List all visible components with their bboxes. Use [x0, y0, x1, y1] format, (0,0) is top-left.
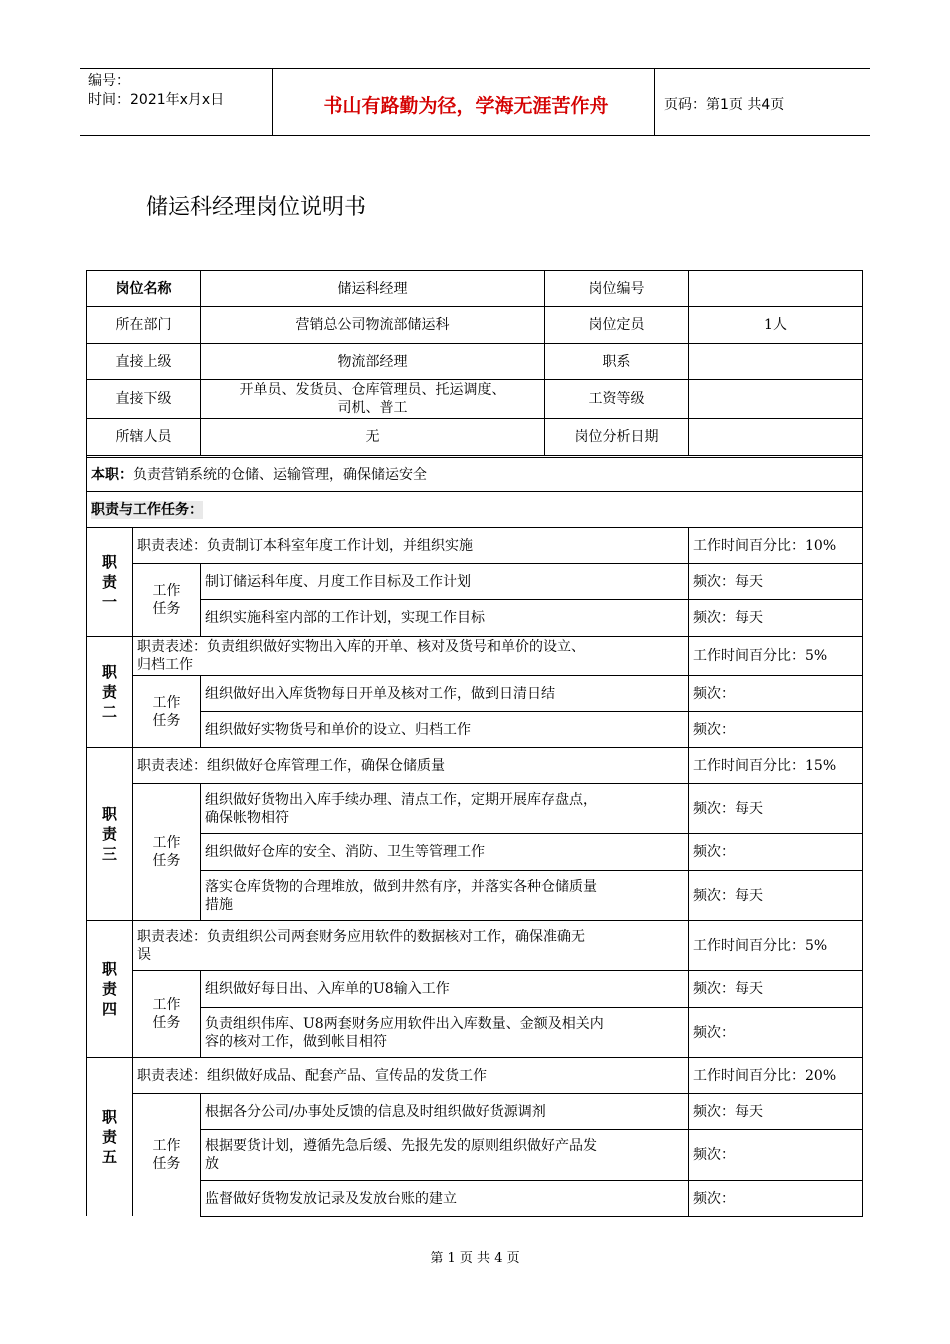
field-value-analysis: [689, 419, 862, 455]
duty-4-task-label-line: 任务: [152, 1015, 181, 1031]
duty-2-description-line: 归档工作: [137, 657, 193, 673]
page-footer: 第 1 页 共 4 页: [430, 1251, 520, 1266]
duty-5-task-label: [133, 1094, 200, 1216]
duty-4-task-2-frequency: 频次：: [693, 1024, 735, 1041]
field-value-name: 储运科经理: [337, 280, 408, 297]
duty-4-task-1: 组织做好每日出、入库单的U8输入工作: [205, 981, 450, 997]
field-label-grade: 工资等级: [588, 391, 645, 407]
duty-5-time-percent: 工作时间百分比：20%: [693, 1067, 837, 1084]
field-value-subordinate-line: 司机、普工: [337, 400, 408, 416]
duty-2-task-label-line: 工作: [152, 694, 181, 711]
field-label-superior: 直接上级: [115, 353, 172, 370]
duty-4-description-line: 误: [137, 946, 151, 963]
duty-1-task-label-line: 工作: [152, 583, 181, 599]
duty-5-task-1-frequency: 频次：每天: [693, 1103, 763, 1120]
duty-5-task-3-frequency: 频次：: [693, 1190, 735, 1207]
duty-5-task-1: 根据各分公司/办事处反馈的信息及时组织做好货源调剂: [205, 1103, 546, 1120]
duties-header: [87, 492, 862, 527]
duty-5-name: [87, 1058, 132, 1216]
duty-1-task-1: 制订储运科年度、月度工作目标及工作计划: [205, 573, 471, 590]
duty-3-task-1: [201, 784, 688, 833]
duty-5-name-line: 责: [101, 1128, 117, 1146]
field-value-staff: 1人: [764, 317, 787, 333]
field-label-name: 岗位名称: [115, 280, 172, 297]
duty-5-description: 职责表述：组织做好成品、配套产品、宣传品的发货工作: [137, 1067, 487, 1084]
duty-5-task-3: 监督做好货物发放记录及发放台账的建立: [205, 1190, 457, 1207]
field-label-analysis: 岗位分析日期: [574, 429, 659, 445]
table-rule: [862, 270, 863, 1216]
field-value-subordinate-line: 开单员、发货员、仓库管理员、托运调度、: [239, 382, 506, 398]
duty-4-task-label-line: 工作: [152, 997, 181, 1013]
duty-2-name-line: 责: [101, 683, 117, 701]
duty-1-name: [87, 528, 132, 636]
field-label-managed: 所辖人员: [115, 429, 172, 445]
job-description-table: [86, 270, 863, 1216]
duty-3-task-1-frequency: 频次：每天: [693, 800, 763, 817]
duty-1-task-label: [133, 564, 200, 636]
field-value-superior: 物流部经理: [337, 353, 408, 370]
duty-1-task-label-line: 任务: [152, 601, 181, 617]
duty-5-name-line: 五: [101, 1148, 117, 1166]
field-value-subordinate: [201, 380, 544, 418]
duty-2-task-2-frequency: 频次：: [693, 721, 735, 738]
duty-4-task-2-line: 容的核对工作，做到帐目相符: [205, 1033, 387, 1050]
duty-4-description-line: 职责表述：负责组织公司两套财务应用软件的数据核对工作，确保准确无: [137, 928, 585, 945]
duty-2-task-label-line: 任务: [152, 712, 181, 729]
duty-3-name-line: 职: [101, 805, 117, 823]
duty-2-name-line: 职: [101, 663, 117, 681]
duty-4-task-label: [133, 971, 200, 1057]
duty-5-name-line: 职: [101, 1108, 117, 1126]
table-rule: [688, 270, 689, 455]
header-divider: [654, 69, 655, 135]
duty-2-task-2: 组织做好实物货号和单价的设立、归档工作: [205, 721, 471, 738]
duty-5-task-2-line: 根据要货计划，遵循先急后缓、先报先发的原则组织做好产品发: [205, 1138, 597, 1154]
duty-5-task-label-line: 工作: [152, 1138, 181, 1154]
duty-3-name-line: 三: [101, 845, 117, 863]
duty-3-task-3-line: 落实仓库货物的合理堆放，做到井然有序，并落实各种仓储质量: [205, 878, 597, 895]
duty-5-task-label-line: 任务: [152, 1156, 181, 1172]
duty-4-name-line: 职: [101, 960, 117, 978]
core-duty-label: 本职：: [91, 466, 133, 483]
duty-4-name-line: 责: [101, 980, 117, 998]
duty-3-task-3: [201, 871, 688, 920]
duty-1-task-2: 组织实施科室内部的工作计划，实现工作目标: [205, 610, 485, 626]
page-header: [80, 68, 870, 136]
core-duty-text: 负责营销系统的仓储、运输管理，确保储运安全: [133, 466, 427, 483]
table-rule: [200, 270, 201, 455]
duty-4-name-line: 四: [101, 1000, 117, 1018]
duty-4-task-2-line: 负责组织伟库、U8两套财务应用软件出入库数量、金额及相关内: [205, 1015, 604, 1032]
duty-3-task-label-line: 工作: [152, 835, 181, 851]
field-label-subordinate: 直接下级: [115, 391, 172, 407]
field-value-series: [689, 344, 862, 379]
duty-4-task-1-frequency: 频次：每天: [693, 981, 763, 997]
header-page-info: 页码：第1页 共4页: [664, 97, 785, 113]
table-rule: [86, 455, 863, 456]
document-time-label: 时间：2021年x月x日: [88, 92, 225, 108]
field-value-code: [689, 271, 862, 306]
duty-2-name: [87, 637, 132, 747]
field-label-series: 职系: [602, 353, 631, 370]
duty-1-time-percent: 工作时间百分比：10%: [693, 537, 837, 554]
duty-2-description-line: 职责表述：负责组织做好实物出入库的开单、核对及货号和单价的设立、: [137, 639, 585, 655]
duty-2-task-1-frequency: 频次：: [693, 685, 735, 702]
field-value-dept: 营销总公司物流部储运科: [295, 317, 450, 333]
duties-header-label: 职责与工作任务：: [91, 501, 203, 518]
duty-2-name-line: 二: [101, 703, 117, 721]
table-rule: [200, 1216, 863, 1217]
duty-4-name: [87, 921, 132, 1057]
duty-3-task-2: 组织做好仓库的安全、消防、卫生等管理工作: [205, 844, 485, 860]
duty-4-time-percent: 工作时间百分比：5%: [693, 937, 828, 954]
header-motto: 书山有路勤为径，学海无涯苦作舟: [323, 95, 609, 117]
duty-3-description: 职责表述：组织做好仓库管理工作，确保仓储质量: [137, 757, 445, 774]
duty-3-task-1-line: 组织做好货物出入库手续办理、清点工作，定期开展库存盘点，: [205, 791, 597, 808]
field-label-dept: 所在部门: [115, 317, 172, 333]
duty-1-name-line: 责: [101, 573, 117, 591]
duty-5-task-2-frequency: 频次：: [693, 1147, 735, 1163]
duty-3-task-label-line: 任务: [152, 853, 181, 869]
duty-1-task-2-frequency: 频次：每天: [693, 610, 763, 626]
duty-5-task-2: [201, 1130, 688, 1180]
duty-1-name-line: 职: [101, 553, 117, 571]
table-rule: [544, 270, 545, 455]
duty-2-time-percent: 工作时间百分比：5%: [693, 648, 828, 664]
duty-3-task-label: [133, 784, 200, 920]
field-label-code: 岗位编号: [588, 280, 645, 297]
duty-3-task-3-line: 措施: [205, 896, 233, 913]
header-divider: [272, 69, 273, 135]
core-duty-row: [87, 458, 862, 491]
document-number-label: 编号：: [88, 73, 130, 89]
duty-5-task-2-line: 放: [205, 1156, 219, 1172]
field-value-grade: [689, 380, 862, 418]
duty-1-description: 职责表述：负责制订本科室年度工作计划，并组织实施: [137, 537, 473, 554]
field-label-staff: 岗位定员: [588, 317, 645, 333]
duty-2-task-label: [133, 676, 200, 747]
duty-4-description: [133, 921, 688, 970]
duty-4-task-2: [201, 1008, 688, 1057]
duty-3-time-percent: 工作时间百分比：15%: [693, 757, 837, 774]
duty-3-task-3-frequency: 频次：每天: [693, 887, 763, 904]
header-meta: [88, 72, 224, 110]
duty-3-task-1-line: 确保帐物相符: [205, 809, 289, 826]
duty-3-task-2-frequency: 频次：: [693, 844, 735, 860]
duty-3-name: [87, 748, 132, 920]
duty-2-task-1: 组织做好出入库货物每日开单及核对工作，做到日清日结: [205, 685, 555, 702]
duty-1-task-1-frequency: 频次：每天: [693, 573, 763, 590]
duty-2-description: [133, 637, 688, 675]
field-value-managed: 无: [365, 429, 380, 445]
duty-3-name-line: 责: [101, 825, 117, 843]
duty-1-name-line: 一: [101, 593, 117, 611]
document-title: 储运科经理岗位说明书: [146, 195, 367, 220]
